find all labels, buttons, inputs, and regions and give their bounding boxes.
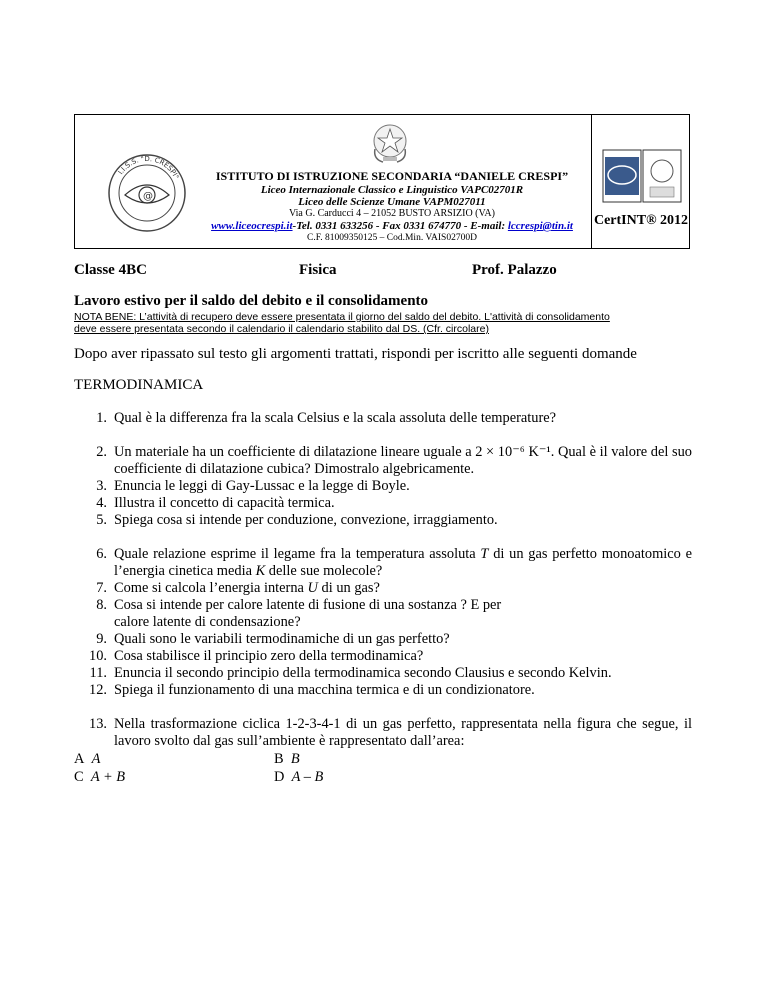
option-b: B B (274, 751, 300, 767)
question-text: Spiega il funzionamento di una macchina termica e di un condizionatore. (114, 682, 535, 698)
school-logo-text: I.I.S.S. "D. CRESPI" (116, 154, 181, 181)
address: Via G. Carducci 4 – 21052 BUSTO ARSIZIO (VA) (289, 208, 495, 219)
certification-logo-icon (602, 149, 682, 203)
website-link[interactable]: www.liceocrespi.it (211, 220, 293, 232)
question-number: 8. (96, 597, 107, 613)
institute-name: ISTITUTO DI ISTRUZIONE SECONDARIA “DANIELE CRESPI” (215, 169, 569, 183)
emblem-icon (369, 119, 411, 165)
question-number: 5. (96, 512, 107, 528)
class-label: Classe 4BC (74, 262, 147, 278)
school-logo-icon (105, 151, 189, 235)
question-text: Illustra il concetto di capacità termica. (114, 495, 335, 511)
question-number: 6. (96, 546, 107, 562)
intro-text: Dopo aver ripassato sul testo gli argomenti trattati, rispondi per iscritto alle seguenti domande (74, 346, 637, 362)
question-number: 2. (96, 444, 107, 460)
question-text: Cosa stabilisce il principio zero della termodinamica? (114, 648, 424, 664)
question-number: 7. (96, 580, 107, 596)
question-number: 4. (96, 495, 107, 511)
section-heading: TERMODINAMICA (74, 377, 204, 393)
question-text: Qual è la differenza fra la scala Celsius e la scala assoluta delle temperature? (114, 410, 557, 426)
letterhead (74, 114, 690, 249)
institute-info (187, 169, 597, 244)
question-text: Spiega cosa si intende per conduzione, convezione, irraggiamento. (114, 512, 498, 528)
question-number: 9. (96, 631, 107, 647)
question-number: 3. (96, 478, 107, 494)
email-link[interactable]: lccrespi@tin.it (507, 220, 573, 232)
certification-label: CertINT® 2012 (593, 213, 689, 228)
line-scienze: Liceo delle Scienze Umane VAPM027011 (298, 196, 486, 208)
note-line-2: deve essere presentata secondo il calendario il calendario stabilito dal DS. (Cfr. circolare) (74, 323, 489, 335)
codes: C.F. 81009350125 – Cod.Min. VAIS02700D (307, 233, 477, 243)
question-text: Cosa si intende per calore latente di fusione di una sostanza ? E per calore latente di condensazione? (114, 597, 502, 630)
question-number: 10. (89, 648, 107, 664)
document-title: Lavoro estivo per il saldo del debito e il consolidamento (74, 293, 429, 309)
option-c: C A + B (74, 769, 126, 785)
certification-box (591, 115, 690, 248)
question-number: 1. (96, 410, 107, 426)
note (74, 311, 694, 335)
line-classico: Liceo Internazionale Classico e Linguistico VAPC02701R (260, 184, 524, 196)
question-number: 12. (89, 682, 107, 698)
question-text: Enuncia il secondo principio della termodinamica secondo Clausius e secondo Kelvin. (114, 665, 612, 681)
contacts-line (187, 220, 597, 232)
note-line-1: NOTA BENE: L’attività di recupero deve essere presentata il giorno del saldo del debito. L'attività di consolidamento (74, 311, 610, 323)
question-text: Un materiale ha un coefficiente di dilatazione lineare uguale a 2 × 10⁻⁶ K⁻¹. Qual è il valore del suo coefficiente di dilatazione cubica? Dimostralo algebricamente. (114, 444, 692, 477)
question-text: Enuncia le leggi di Gay-Lussac e la legge di Boyle. (114, 478, 410, 494)
question-text: Come si calcola l’energia interna U di un gas? (114, 580, 380, 596)
question-number: 13. (89, 716, 107, 732)
letterhead-main (75, 115, 591, 248)
subject-label: Fisica (299, 262, 337, 278)
svg-text:@: @ (143, 191, 153, 202)
option-a: A A (74, 751, 101, 767)
svg-text:I.I.S.S. "D. CRESPI" (117, 155, 181, 181)
question-text: Quali sono le variabili termodinamiche di un gas perfetto? (114, 631, 450, 647)
question-text: Quale relazione esprime il legame fra la temperatura assoluta T di un gas perfetto monoatomico e l’energia cinetica media K delle sue molecole? (114, 546, 693, 579)
teacher-label: Prof. Palazzo (472, 262, 557, 278)
option-d: D A – B (274, 769, 324, 785)
question-text: Nella trasformazione ciclica 1-2-3-4-1 di un gas perfetto, rappresentata nella figura che segue, il lavoro svolto dal gas sull’ambiente è rappresentato dall’area: (114, 716, 692, 749)
question-number: 11. (89, 665, 107, 681)
contacts: -Tel. 0331 633256 - Fax 0331 674770 - E-mail: (292, 220, 508, 232)
